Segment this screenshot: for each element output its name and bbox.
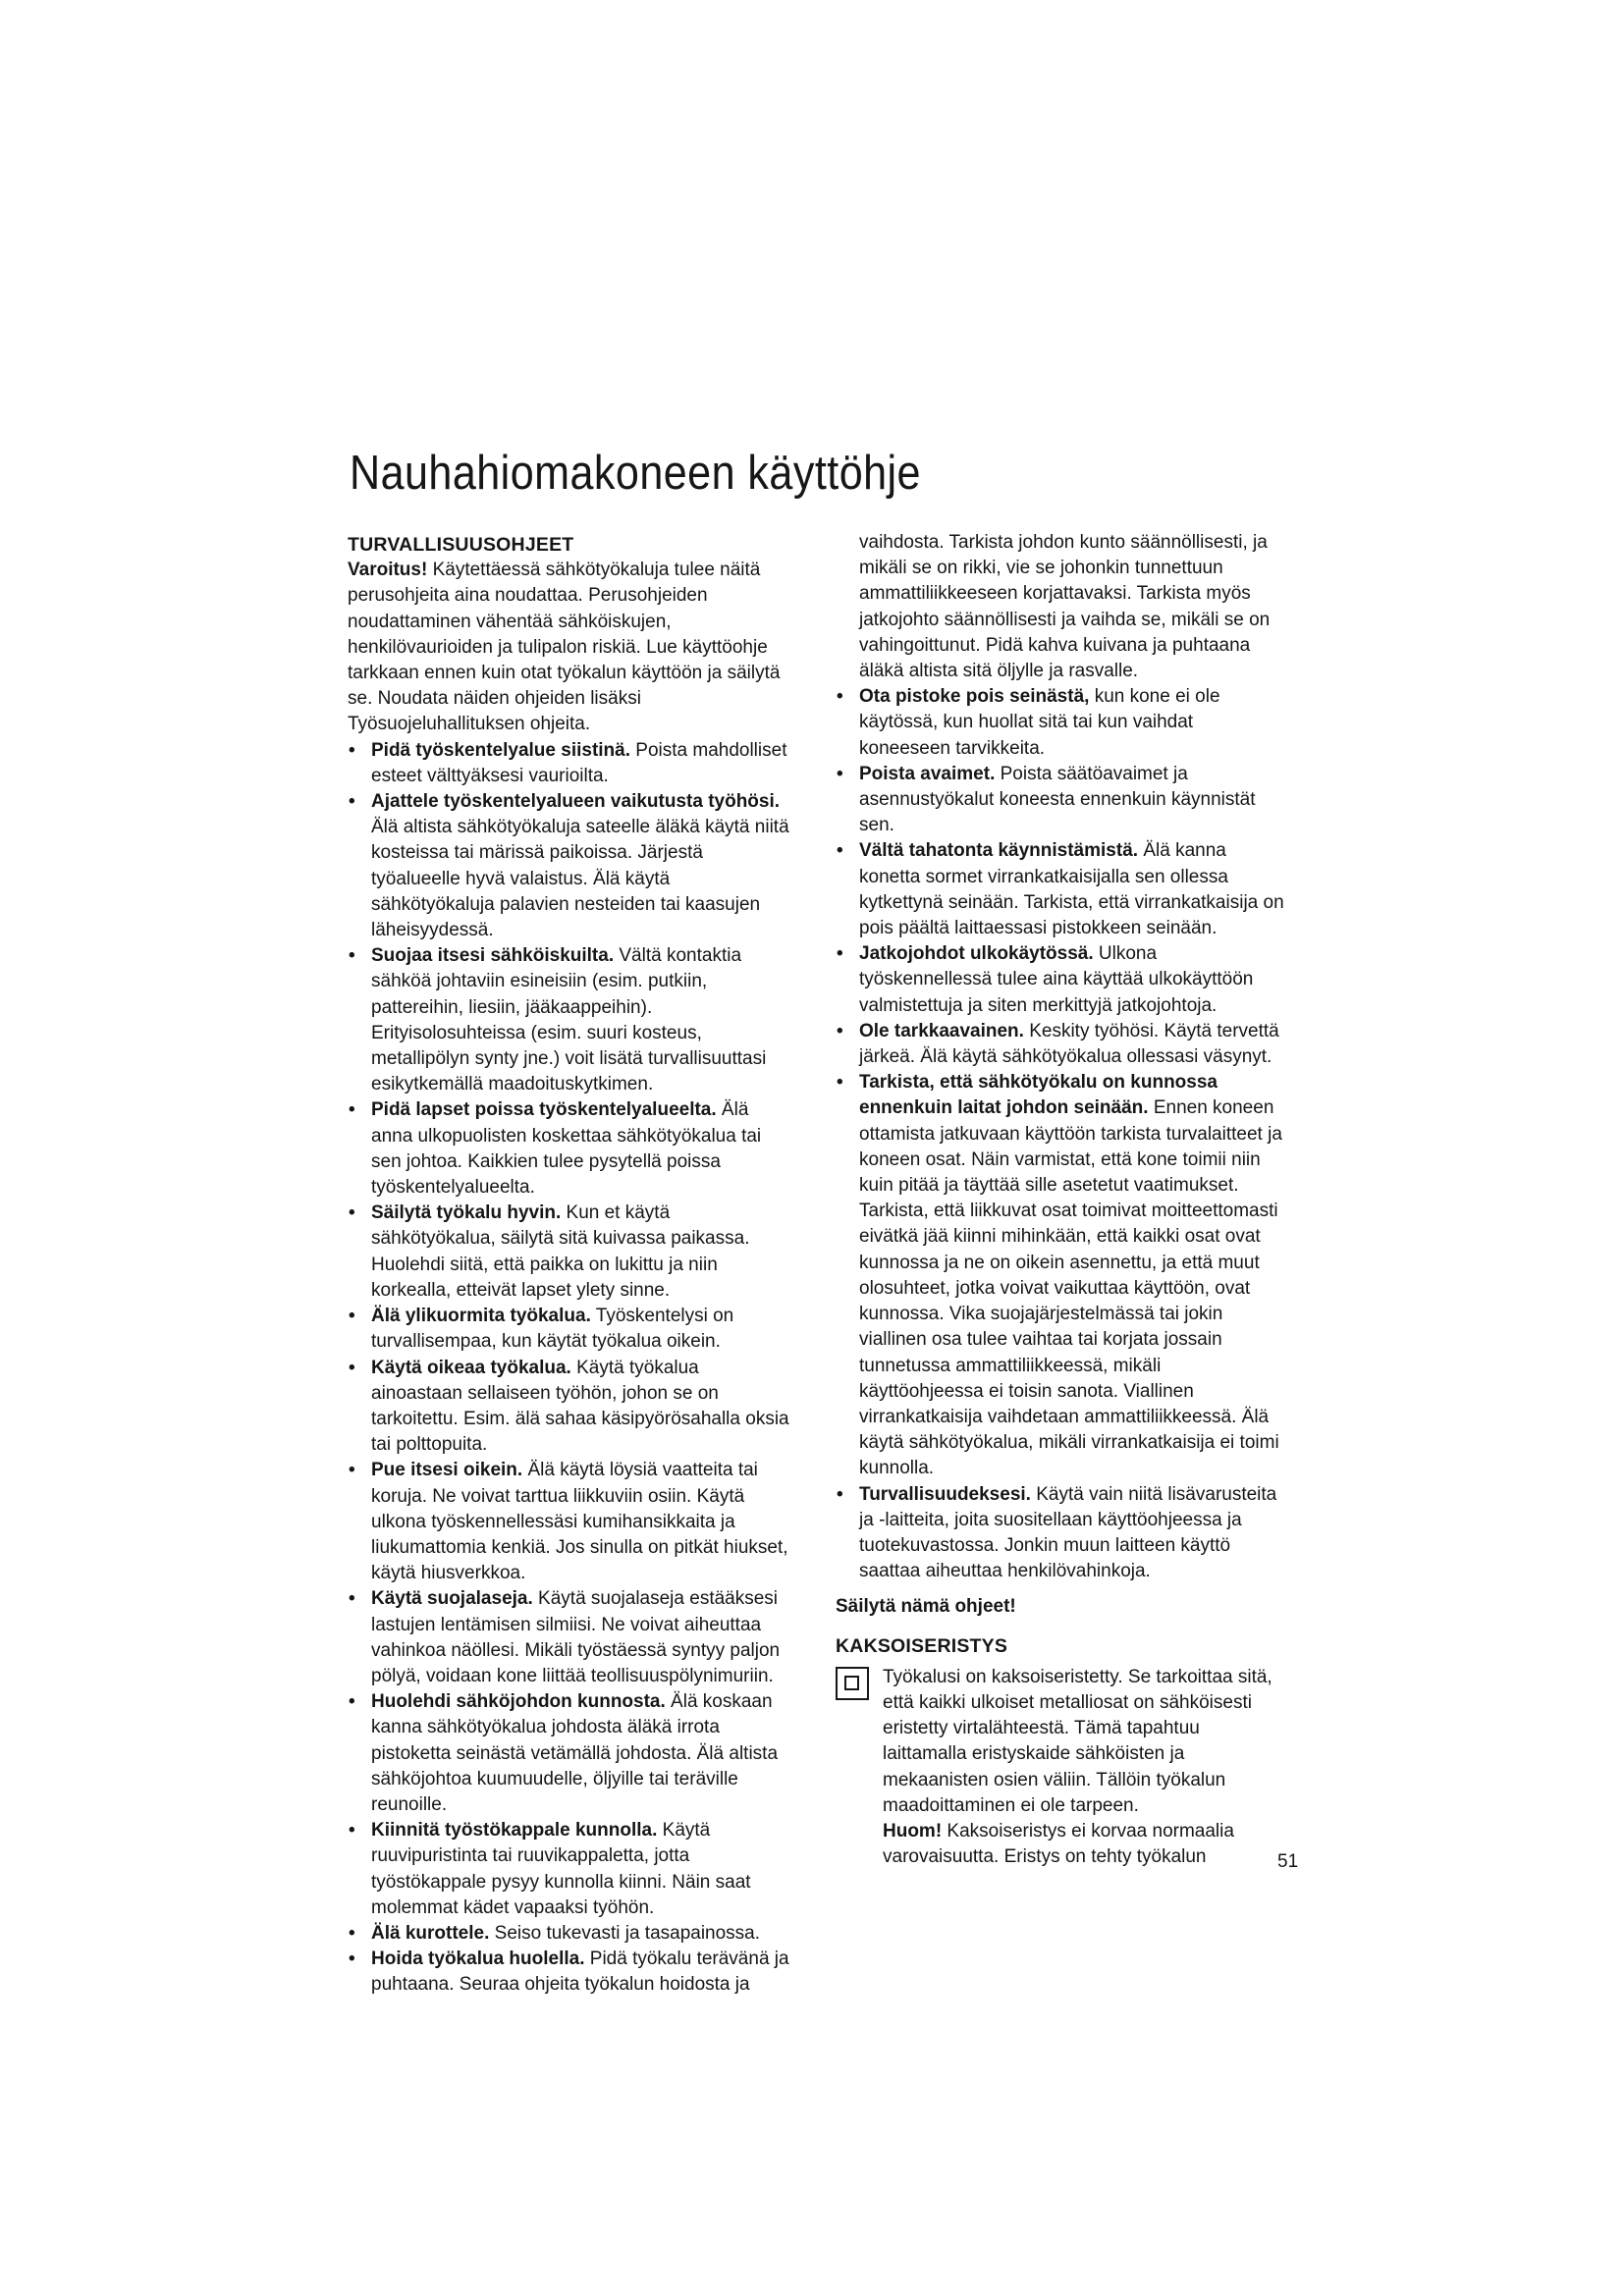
item-bold: Suojaa itsesi sähköiskuilta. [371, 945, 615, 967]
list-item [836, 1070, 1287, 1481]
list-item [836, 941, 1287, 1019]
list-item [348, 1304, 794, 1355]
item-text: Älä koskaan kanna sähkötyökalua johdosta äläkä irrota pistoketta seinästä vetämällä johdosta. Älä altista sähköjohtoa kuumuudelle, öljyille tai teräville reunoille. [371, 1691, 779, 1815]
item-text: Keskity työhösi. Käytä tervettä järkeä. Älä käytä sähkötyökalua ollessasi väsynyt. [859, 1020, 1279, 1068]
item-text: Kun et käytä sähkötyökalua, säilytä sitä kuivassa paikassa. Huolehdi siitä, että paikka on lukittu ja niin korkealla, etteivät lapset ylety sinne. [371, 1202, 750, 1301]
item-text: Älä käytä löysiä vaatteita tai koruja. Ne voivat tarttua liikkuviin osiin. Käytä ulkona työskennellessäsi kumihansikkaita ja liukumattomia kenkiä. Jos sinulla on pitkät hiukset, käytä hiusverkkoa. [371, 1460, 788, 1584]
item-text: Työskentelysi on turvallisempaa, kun käytät työkalua oikein. [371, 1306, 734, 1353]
left-bullet-list [348, 738, 794, 1999]
warning-label: Varoitus! [348, 560, 428, 581]
item-bold: Jatkojohdot ulkokäytössä. [859, 943, 1094, 965]
list-item [836, 1482, 1287, 1585]
page-title: Nauhahiomakoneen käyttöhje [350, 447, 921, 500]
list-item [836, 762, 1287, 839]
list-item [348, 1586, 794, 1689]
item-bold: Älä ylikuormita työkalua. [371, 1306, 591, 1327]
item-bold: Älä kurottele. [371, 1922, 490, 1944]
double-insulation-text: Työkalusi on kaksoiseristetty. Se tarkoittaa sitä, että kaikki ulkoiset metalliosat on sähköisesti eristetty virtalähteestä. Tämä tapahtuu laittamalla eristyskaide sähköisten ja mekaanisten osien väliin. Tällöin työkalun maadoittaminen ei ole tarpeen. [883, 1666, 1272, 1816]
list-item [348, 789, 794, 943]
item-bold: Turvallisuudeksesi. [859, 1483, 1031, 1505]
item-text: Älä anna ulkopuolisten koskettaa sähkötyökalua tai sen johtoa. Kaikkien tulee pysytellä poissa työskentelyalueelta. [371, 1099, 762, 1199]
item-bold: Kiinnitä työstökappale kunnolla. [371, 1820, 658, 1842]
right-column [836, 530, 1287, 1870]
item-text: Vältä kontaktia sähköä johtaviin esineisiin (esim. putkiin, pattereihin, liesiin, jääkaappeihin). Erityisolosuhteissa (esim. suuri kosteus, metallipölyn synty jne.) voit lisätä turvallisuuttasi esikytkemällä maadoituskytkimen. [371, 945, 767, 1095]
double-insulation-icon [836, 1667, 869, 1700]
list-item [348, 1818, 794, 1921]
item-bold: Pidä työskentelyalue siistinä. [371, 739, 630, 761]
safety-heading: TURVALLISUUSOHJEET [348, 534, 574, 556]
list-item [348, 738, 794, 789]
list-item [348, 1458, 794, 1586]
list-item [348, 1947, 794, 1998]
item-bold: Ajattele työskentelyalueen vaikutusta työhösi. [371, 791, 781, 813]
item-bold: Ota pistoke pois seinästä, [859, 686, 1090, 708]
double-insulation-section [836, 1665, 1287, 1871]
note-label: Huom! [883, 1820, 943, 1842]
item-text: Käytä vain niitä lisävarusteita ja -laitteita, joita suositellaan käyttöohjeessa ja tuotekuvastossa. Jonkin muun laitteen käyttö saattaa aiheuttaa henkilövahinkoja. [859, 1483, 1277, 1582]
list-item [348, 1689, 794, 1818]
item-bold: Huolehdi sähköjohdon kunnosta. [371, 1691, 666, 1713]
item-bold: Pue itsesi oikein. [371, 1460, 523, 1481]
item-text: Käytä suojalaseja estääksesi lastujen lentämisen silmiisi. Ne voivat aiheuttaa vahinkoa näöllesi. Mikäli työstäessä syntyy paljon pölyä, voidaan kone liittää teollisuuspölynimuriin. [371, 1588, 781, 1686]
list-item [836, 838, 1287, 941]
double-insulation-heading: KAKSOISERISTYS [836, 1634, 1008, 1657]
item-text: Käytä ruuvipuristinta tai ruuvikappaletta, jotta työstökappale pysyy kunnolla kiinni. Näin saat molemmat kädet vapaaksi työhön. [371, 1820, 751, 1918]
item-text: Poista säätöavaimet ja asennustyökalut koneesta ennenkuin käynnistät sen. [859, 763, 1256, 836]
list-item [348, 943, 794, 1097]
list-item [836, 1019, 1287, 1070]
item-bold: Vältä tahatonta käynnistämistä. [859, 840, 1139, 862]
list-item [348, 1201, 794, 1304]
left-column [348, 532, 794, 1999]
item-text: Älä kanna konetta sormet virrankatkaisijalla sen ollessa kytkettynä seinään. Tarkista, että virrankatkaisija on pois päältä laittaessasi pistokkeen seinään. [859, 840, 1284, 939]
item-text: Seiso tukevasti ja tasapainossa. [489, 1922, 761, 1944]
list-item [348, 1921, 794, 1947]
item-bold: Poista avaimet. [859, 763, 996, 784]
item-bold: Ole tarkkaavainen. [859, 1020, 1024, 1041]
item-bold: Tarkista, että sähkötyökalu on kunnossa ennenkuin laitat johdon seinään. [859, 1072, 1218, 1119]
warning-paragraph [348, 558, 794, 737]
page-number: 51 [1277, 1851, 1299, 1872]
item-text: Ennen koneen ottamista jatkuvaan käyttöön tarkista turvalaitteet ja koneen osat. Näin varmistat, että kone toimii niin kuin pitää ja täyttää sille asetetut vaatimukset. Tarkista, että liikkuvat osat toimivat moitteettomasti eivätkä jää kiinni mihinkään, että kaikki osat ovat kunnossa ja ne on oikein asennettu, ja että muut olosuhteet, jotka voivat vaikuttaa käyttöön, ovat kunnossa. Vika suojajärjestelmässä tai jokin viallinen osa tulee vaihtaa tai korjata jossain tunnetussa ammattiliikkeessä, mikäli käyttöohjeessa ei toisin sanota. Viallinen virrankatkaisija vaihdetaan ammattiliikkeessä. Älä käytä sähkötyökalua, mikäli virrankatkaisija ei toimi kunnolla. [859, 1097, 1282, 1479]
item-text: kun kone ei ole käytössä, kun huollat sitä tai kun vaihdat koneeseen tarvikkeita. [859, 686, 1220, 759]
item-text: Poista mahdolliset esteet välttyäksesi vaurioilta. [371, 739, 787, 786]
continuation-text: vaihdosta. Tarkista johdon kunto säännöllisesti, ja mikäli se on rikki, vie se johonkin tunnettuun ammattiliikkeeseen korjattavaksi. Tarkista myös jatkojohto säännöllisesti ja vaihda se, mikäli se on vahingoittunut. Pidä kahva kuivana ja puhtaana äläkä altista sitä öljylle ja rasvalle. [859, 532, 1271, 682]
item-bold: Säilytä työkalu hyvin. [371, 1202, 562, 1224]
item-text: Käytä työkalua ainoastaan sellaiseen työhön, johon se on tarkoitettu. Esim. älä sahaa käsipyörösahalla oksia tai polttopuita. [371, 1357, 789, 1456]
item-bold: Hoida työkalua huolella. [371, 1949, 585, 1970]
item-text: Älä altista sähkötyökaluja sateelle äläkä käytä niitä kosteissa tai märissä paikoissa. Järjestä työalueelle hyvä valaistus. Älä käytä sähkötyökaluja palavien nesteiden tai kaasujen läheisyydessä. [371, 817, 789, 941]
item-text: Ulkona työskennellessä tulee aina käyttää ulkokäyttöön valmistettuja ja siten merkittyjä jatkojohtoja. [859, 943, 1254, 1016]
double-insulation-note [883, 1819, 1287, 1870]
list-item [348, 1356, 794, 1459]
item-bold: Käytä oikeaa työkalua. [371, 1357, 571, 1378]
item-bold: Pidä lapset poissa työskentelyalueelta. [371, 1099, 717, 1121]
save-instructions-note: Säilytä nämä ohjeet! [836, 1596, 1016, 1618]
warning-text: Käytettäessä sähkötyökaluja tulee näitä perusohjeita aina noudattaa. Perusohjeiden noudattaminen vähentää sähköiskujen, henkilövaurioiden ja tulipalon riskiä. Lue käyttöohje tarkkaan ennen kuin otat työkalun käyttöön ja säilytä se. Noudata näiden ohjeiden lisäksi Työsuojeluhallituksen ohjeita. [348, 560, 781, 735]
list-item [836, 684, 1287, 762]
item-bold: Käytä suojalaseja. [371, 1588, 533, 1610]
note-text: Kaksoiseristys ei korvaa normaalia varovaisuutta. Eristys on tehty työkalun [883, 1820, 1234, 1868]
list-item [348, 1097, 794, 1201]
right-bullet-list [836, 684, 1287, 1584]
item-text: Pidä työkalu terävänä ja puhtaana. Seuraa ohjeita työkalun hoidosta ja [371, 1949, 789, 1996]
